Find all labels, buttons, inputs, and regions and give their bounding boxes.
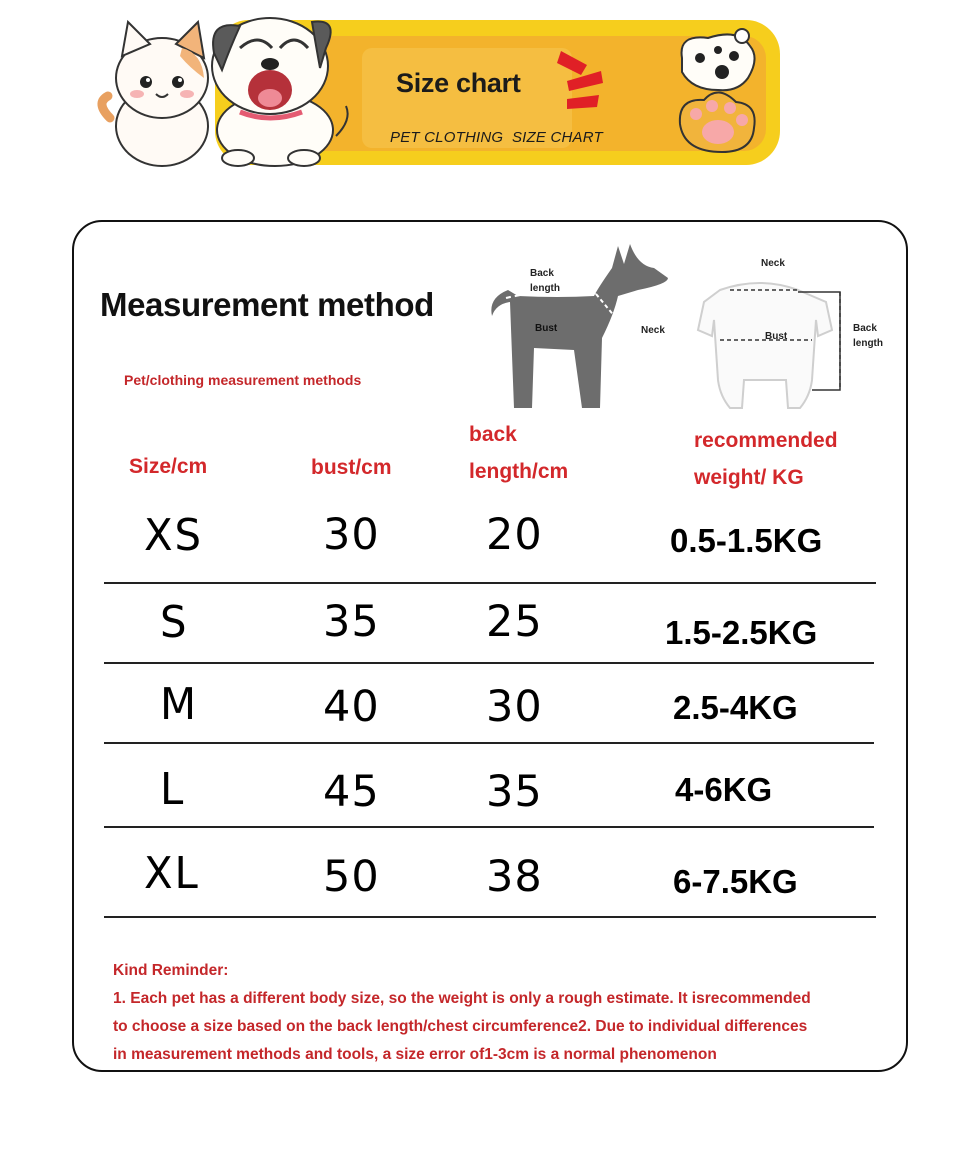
header-weight: recommended weight/ KG	[694, 429, 838, 489]
cat-dog-mascot-icon	[90, 8, 360, 168]
table-cell-size: XS	[144, 510, 203, 561]
table-cell-back: 30	[486, 682, 543, 732]
table-cell-weight: 4-6KG	[675, 771, 773, 808]
header-bust: bust/cm	[311, 456, 392, 479]
kind-reminder	[113, 957, 903, 1069]
table-cell-back: 38	[486, 852, 543, 902]
dog-neck-label: Neck	[641, 325, 665, 336]
row-divider	[104, 826, 874, 828]
table-cell-bust: 30	[323, 510, 380, 560]
table-cell-weight: 2.5-4KG	[673, 689, 798, 726]
page-title: Size chart	[396, 68, 521, 98]
reminder-line: in measurement methods and tools, a size error of1-3cm is a normal phenomenon	[113, 1046, 717, 1063]
table-cell-weight: 6-7.5KG	[673, 863, 798, 900]
row-divider	[104, 582, 876, 584]
page-subtitle: PET CLOTHING SIZE CHART	[390, 129, 603, 146]
exclamation-mark-icon	[553, 43, 608, 118]
table-cell-bust: 45	[323, 767, 380, 817]
table-cell-size: L	[160, 764, 186, 815]
row-divider	[104, 662, 874, 664]
table-cell-size: S	[160, 597, 189, 648]
reminder-line: 1. Each pet has a different body size, so the weight is only a rough estimate. It isrecommended	[113, 990, 811, 1007]
dog-bust-label: Bust	[535, 323, 558, 334]
measurement-title: Measurement method	[100, 286, 434, 323]
row-divider	[104, 916, 876, 918]
table-cell-back: 20	[486, 510, 543, 560]
reminder-line: to choose a size based on the back length/chest circumference2. Due to individual differences	[113, 1018, 808, 1035]
header-back-length: back length/cm	[469, 423, 569, 483]
shirt-back-length-label: Back length	[853, 323, 883, 349]
table-cell-weight: 0.5-1.5KG	[670, 522, 823, 559]
table-cell-back: 25	[486, 597, 543, 647]
table-cell-weight: 1.5-2.5KG	[665, 614, 818, 651]
table-cell-size: M	[160, 679, 198, 730]
table-cell-bust: 50	[323, 852, 380, 902]
table-cell-size: XL	[144, 848, 200, 899]
reminder-title: Kind Reminder:	[113, 962, 229, 979]
header-size: Size/cm	[129, 455, 208, 478]
row-divider	[104, 742, 874, 744]
table-cell-bust: 40	[323, 682, 380, 732]
shirt-neck-label: Neck	[761, 258, 785, 269]
dog-back-length-label: Back length	[530, 268, 560, 294]
measurement-subtitle: Pet/clothing measurement methods	[124, 372, 362, 388]
shirt-bust-label: Bust	[765, 331, 788, 342]
paw-icon	[668, 28, 778, 158]
table-cell-bust: 35	[323, 597, 380, 647]
table-cell-back: 35	[486, 767, 543, 817]
